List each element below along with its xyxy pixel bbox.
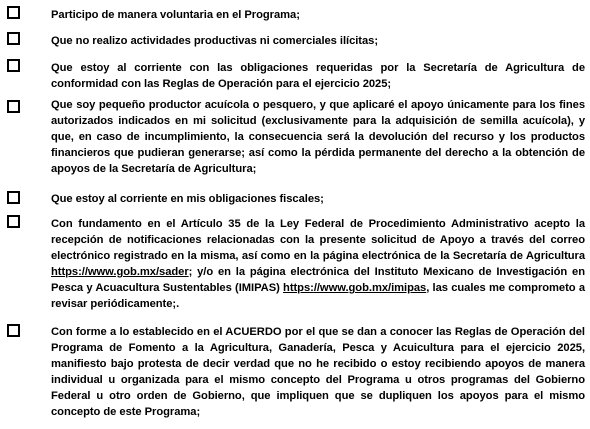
checkbox[interactable] [7,191,20,204]
declaration-text-part: Con fundamento en el Artículo 35 de la Ley Federal de Procedimiento Administrativo acepto la recepción de notificaciones relacionadas con la presente solicitud de Apoyo a través del correo electrónico registrado en la misma, así como en la página electrónica de la Secretaría de Agricultura [51,218,585,262]
declaration-text-part: , las cuales me comprometo a revisar periódicamente;. [51,282,585,310]
checkbox[interactable] [7,324,20,337]
checkbox[interactable] [7,6,20,19]
declaration-text: Que no realizo actividades productivas ni comerciales ilícitas; [51,35,379,47]
declaration-text [51,216,585,312]
imipas-link[interactable]: https://www.gob.mx/imipas [283,282,427,294]
declaration-text: Que estoy al corriente con las obligaciones requeridas por la Secretaría de Agricultura de conformidad con las Reglas de Operación para el ejercicio 2025; [51,62,585,90]
declaration-text: Que soy pequeño productor acuícola o pesquero, y que aplicaré el apoyo únicamente para los fines autorizados indicados en mi solicitud (exclusivamente para la adquisición de semilla acuícola), y que, en caso de incumplimiento, la consecuencia será la devolución del recurso y los productos financieros que pudieran generarse; así como la pérdida permanente del derecho a la obtención de apoyos de la Secretaría de Agricultura; [51,99,585,175]
checkbox[interactable] [7,32,20,45]
checkbox[interactable] [7,215,20,228]
declaration-text: Con forme a lo establecido en el ACUERDO por el que se dan a conocer las Reglas de Operación del Programa de Fomento a la Agricultura, Ganadería, Pesca y Acuicultura para el ejercicio 2025, manifiesto bajo protesta de decir verdad que no he recibido o estoy recibiendo apoyos de manera individual u organizada para el mismo concepto del Programa u otros programas del Gobierno Federal u otro orden de Gobierno, que impliquen que se dupliquen los apoyos para el mismo concepto de este Programa; [51,326,585,418]
checkbox[interactable] [7,59,20,72]
sader-link[interactable]: https://www.gob.mx/sader [51,266,189,278]
checkbox[interactable] [7,100,20,113]
declaration-text: Participo de manera voluntaria en el Programa; [51,9,300,21]
declaration-text-part: ; y/o en la página electrónica del Instituto Mexicano de Investigación en Pesca y Acuacultura Sustentables (IMIPAS) [51,266,585,294]
declaration-text: Que estoy al corriente en mis obligaciones fiscales; [51,193,324,205]
